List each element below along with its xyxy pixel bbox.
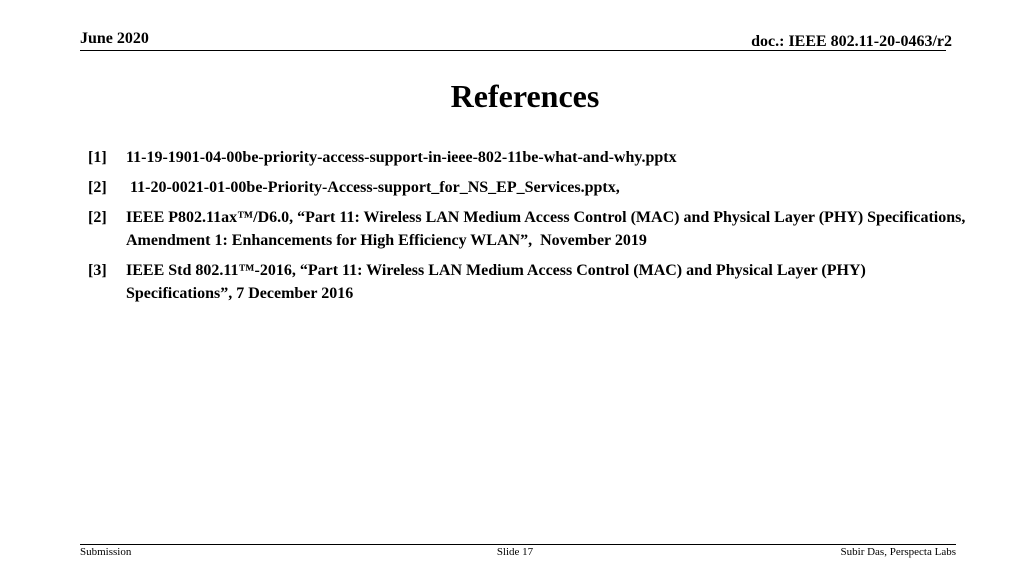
footer-author: Subir Das, Perspecta Labs bbox=[840, 546, 956, 558]
reference-item bbox=[88, 176, 968, 199]
slide-title: References bbox=[450, 78, 600, 114]
reference-list bbox=[88, 146, 968, 312]
reference-text: 11-20-0021-01-00be-Priority-Access-support_for_NS_EP_Services.pptx, bbox=[126, 179, 620, 196]
reference-text: IEEE Std 802.11™-2016, “Part 11: Wireless LAN Medium Access Control (MAC) and Physical Layer (PHY) Specifications”, 7 December 2016 bbox=[126, 262, 870, 302]
footer-slide-number: Slide 17 bbox=[496, 546, 534, 558]
reference-item bbox=[88, 206, 968, 252]
header-doc-id: doc.: IEEE 802.11-20-0463/r2 bbox=[751, 33, 952, 50]
reference-text: IEEE P802.11ax™/D6.0, “Part 11: Wireless LAN Medium Access Control (MAC) and Physical Layer (PHY) Specifications, Amendment 1: Enhancements for High Efficiency WLAN”, November 2019 bbox=[126, 209, 969, 249]
reference-number: [2] bbox=[88, 209, 107, 226]
reference-text: 11-19-1901-04-00be-priority-access-support-in-ieee-802-11be-what-and-why.pptx bbox=[126, 149, 677, 166]
reference-number: [1] bbox=[88, 149, 107, 166]
footer-submission: Submission bbox=[80, 546, 132, 558]
footer-divider bbox=[80, 544, 956, 545]
header-divider bbox=[80, 50, 946, 51]
reference-number: [2] bbox=[88, 179, 107, 196]
reference-item bbox=[88, 146, 968, 169]
reference-item bbox=[88, 259, 968, 305]
header-date: June 2020 bbox=[80, 30, 149, 47]
reference-number: [3] bbox=[88, 262, 107, 279]
